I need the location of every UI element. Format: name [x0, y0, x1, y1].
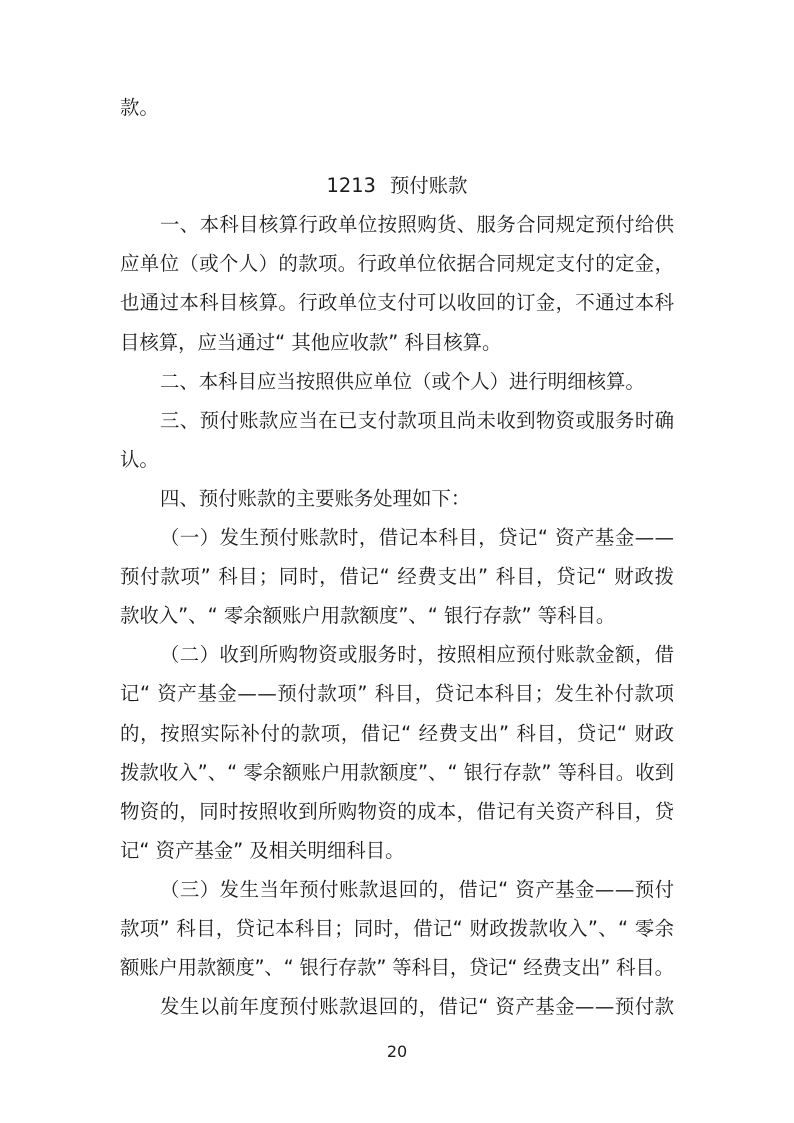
- body-line: [120, 987, 674, 1026]
- body-line-text: 拨款收入”、“ 零余额账户用款额度”、“ 银行存款” 等科目。收到: [120, 760, 675, 784]
- body-line: [120, 870, 674, 909]
- body-line: [120, 831, 674, 870]
- body-line: [120, 401, 674, 440]
- body-line-text: 三、预付账款应当在已支付款项且尚未收到物资或服务时确: [160, 408, 675, 432]
- body-line-text: 发生以前年度预付账款退回的，借记“ 资产基金——预付款: [160, 995, 675, 1019]
- body-line: [120, 283, 674, 322]
- body-line: [120, 714, 674, 753]
- page-body: [120, 88, 674, 1026]
- body-line-text: 也通过本科目核算。行政单位支付可以收回的订金，不通过本科: [120, 291, 675, 315]
- paragraph: [120, 518, 674, 635]
- body-line: [120, 674, 674, 713]
- body-line: [120, 205, 674, 244]
- body-line: [120, 753, 674, 792]
- section-code: 1213: [326, 174, 376, 198]
- body-line-text: （三）发生当年预付账款退回的，借记“ 资产基金——预付: [160, 877, 675, 901]
- body-line: [120, 323, 674, 362]
- body-line: [120, 362, 674, 401]
- section-heading: [120, 166, 674, 205]
- body-line: [120, 557, 674, 596]
- body-line-text: 款收入”、“ 零余额账户用款额度”、“ 银行存款” 等科目。: [120, 604, 616, 628]
- paragraph: [120, 987, 674, 1026]
- paragraph: [120, 635, 674, 870]
- continuation-line: [120, 88, 674, 127]
- body-line-text: （二）收到所购物资或服务时，按照相应预付账款金额，借: [160, 643, 675, 667]
- body-line: [120, 518, 674, 557]
- body-line-text: 目核算，应当通过“ 其他应收款” 科目核算。: [120, 330, 502, 354]
- body-line-text: 物资的，同时按照收到所购物资的成本，借记有关资产科目，贷: [120, 799, 675, 823]
- paragraph: [120, 401, 674, 479]
- body-line-text: 四、预付账款的主要账务处理如下：: [160, 486, 471, 510]
- body-line: [120, 596, 674, 635]
- body-line: [120, 948, 674, 987]
- blank-line: [120, 127, 674, 166]
- body-line: [120, 909, 674, 948]
- body-line-text: 记“ 资产基金” 及相关明细科目。: [120, 838, 405, 862]
- body-line: [120, 479, 674, 518]
- body-line-text: 记“ 资产基金——预付款项” 科目，贷记本科目；发生补付款项: [120, 682, 675, 706]
- body-line-text: 款项” 科目，贷记本科目；同时，借记“ 财政拨款收入”、“ 零余: [120, 916, 675, 940]
- paragraph: [120, 362, 674, 401]
- paragraph: [120, 205, 674, 361]
- body-line-text: 应单位（或个人）的款项。行政单位依据合同规定支付的定金，: [120, 252, 675, 276]
- body-line: [120, 635, 674, 674]
- body-line-text: 认。: [120, 447, 159, 471]
- paragraph: [120, 479, 674, 518]
- body-line: [120, 244, 674, 283]
- body-line-text: （一）发生预付账款时，借记本科目，贷记“ 资产基金——: [160, 526, 675, 550]
- body-line: [120, 792, 674, 831]
- body-line-text: 的，按照实际补付的款项，借记“ 经费支出” 科目，贷记“ 财政: [120, 721, 675, 745]
- section-title: 预付账款: [389, 174, 468, 198]
- continuation-text: 款。: [120, 96, 159, 119]
- paragraph: [120, 870, 674, 987]
- body-line-text: 一、本科目核算行政单位按照购货、服务合同规定预付给供: [160, 213, 675, 237]
- body-line-text: 预付款项” 科目；同时，借记“ 经费支出” 科目，贷记“ 财政拨: [120, 565, 675, 589]
- body-line: [120, 440, 674, 479]
- page-number: 20: [386, 1042, 408, 1061]
- body-line-text: 二、本科目应当按照供应单位（或个人）进行明细核算。: [160, 369, 645, 393]
- body-line-text: 额账户用款额度”、“ 银行存款” 等科目，贷记“ 经费支出” 科目。: [120, 956, 674, 980]
